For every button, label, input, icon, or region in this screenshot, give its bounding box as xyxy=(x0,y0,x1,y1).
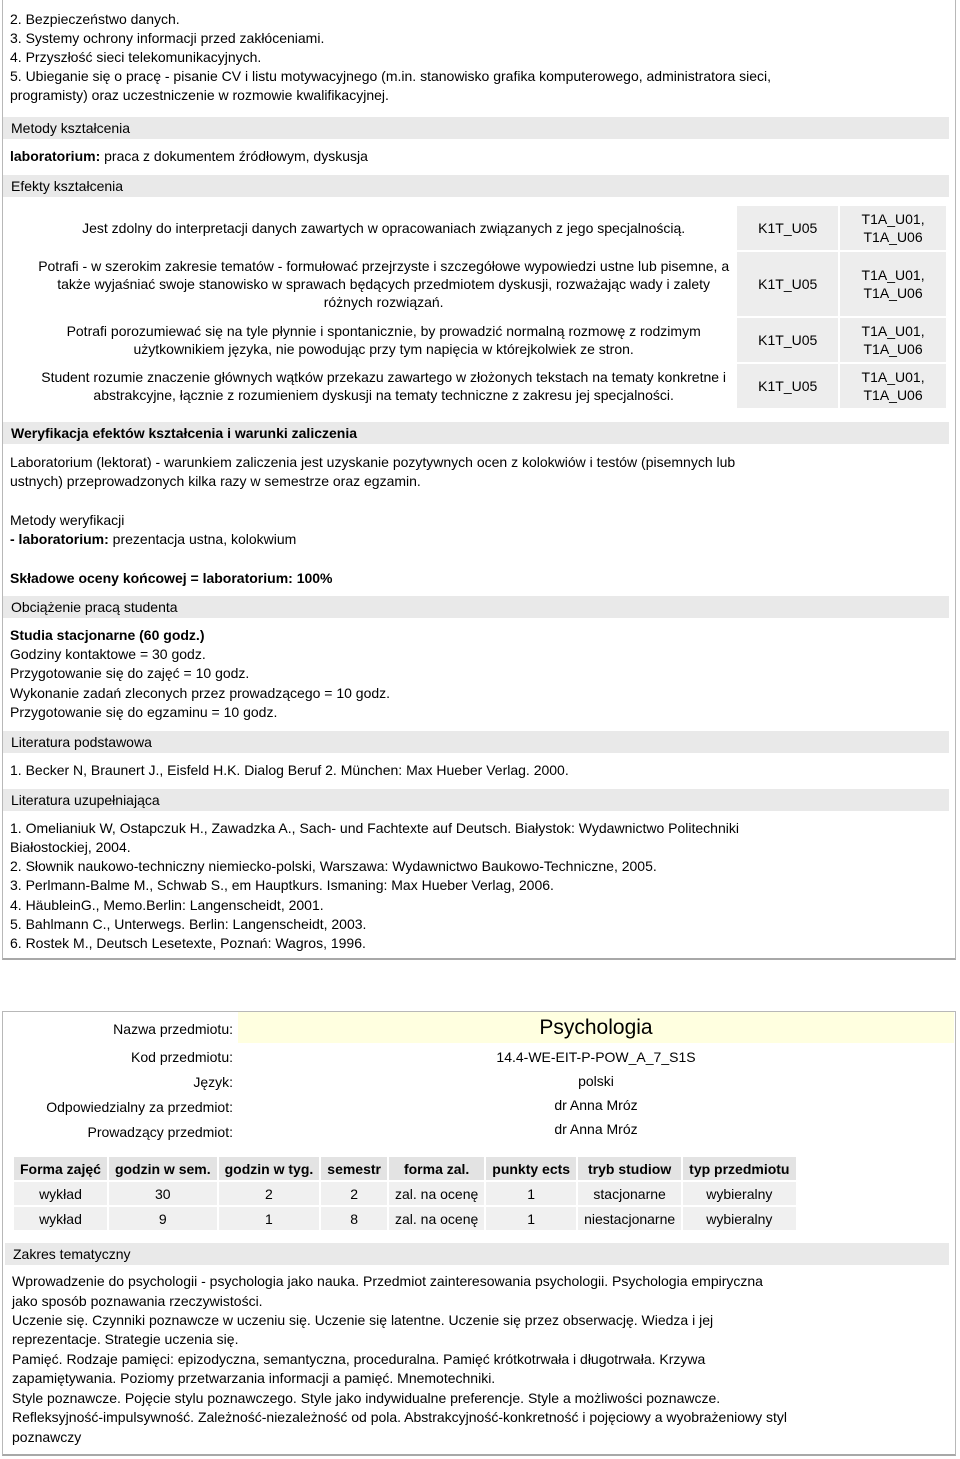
effect-reference: T1A_U01, T1A_U06 xyxy=(840,206,946,250)
table-cell: zal. na ocenę xyxy=(389,1182,484,1205)
table-cell: 2 xyxy=(321,1182,387,1205)
table-cell: 1 xyxy=(486,1207,576,1230)
effect-code: K1T_U05 xyxy=(737,252,838,317)
list-item: 4. Przyszłość sieci telekomunikacyjnych. xyxy=(10,49,262,65)
scope-line: jako sposób poznawania rzeczywistości. xyxy=(12,1293,263,1309)
literature-item: 1. Becker N, Braunert J., Eisfeld H.K. Dialog Beruf 2. München: Max Hueber Verlag. 2000. xyxy=(10,762,569,778)
table-cell: zal. na ocenę xyxy=(389,1207,484,1230)
course-responsible: dr Anna Mróz xyxy=(554,1097,638,1113)
course-responsible-label: Odpowiedzialny za przedmiot: xyxy=(46,1099,233,1115)
section-header-verification: Weryfikacja efektów kształcenia i warunki zaliczenia xyxy=(3,422,949,444)
verification-text: ustnych) przeprowadzonych kilka razy w semestrze oraz egzamin. xyxy=(10,473,421,489)
scope-line: zapamiętywania. Poziomy przetwarzania informacji a pamięć. Mnemotechniki. xyxy=(12,1370,496,1386)
classes-table xyxy=(12,1155,798,1232)
table-cell: 30 xyxy=(109,1182,217,1205)
effect-reference: T1A_U01, T1A_U06 xyxy=(840,318,946,362)
workload-line: Wykonanie zadań zleconych przez prowadzącego = 10 godz. xyxy=(10,685,391,701)
list-item: programisty) oraz uczestniczenie w rozmowie kwalifikacyjnej. xyxy=(10,87,389,103)
effect-description: Student rozumie znaczenie głównych wątków przekazu zawartego w złożonych tekstach na tematy konkretne i abstrakcyjne, łącznie z rozumieniem dyskusji na tematy techniczne z zakresu jej specjalności. xyxy=(32,364,735,408)
table-cell: 2 xyxy=(219,1182,320,1205)
list-item: 5. Ubieganie się o pracę - pisanie CV i listu motywacyjnego (m.in. stanowisko grafika komputerowego, administratora sieci, xyxy=(10,68,772,84)
list-item: 3. Systemy ochrony informacji przed zakłóceniami. xyxy=(10,30,325,46)
workload-title: Studia stacjonarne (60 godz.) xyxy=(10,627,205,643)
column-header: Forma zajęć xyxy=(14,1157,107,1180)
table-cell: stacjonarne xyxy=(578,1182,681,1205)
effects-table xyxy=(30,204,948,410)
effect-description: Potrafi - w szerokim zakresie tematów - formułować przejrzyste i szczegółowe wypowiedzi ustne lub pisemne, a także wyjaśniać swoje stanowisko w sprawach będących przedmiotem dyskusji, rozważając wady i zalety różnych rozwiązań. xyxy=(32,252,735,317)
column-header: tryb studiow xyxy=(578,1157,681,1180)
verification-methods-label: - laboratorium: xyxy=(10,531,109,547)
effect-description: Jest zdolny do interpretacji danych zawartych w opracowaniach związanych z jego specjalnością. xyxy=(32,206,735,250)
effect-description: Potrafi porozumiewać się na tyle płynnie i spontanicznie, by prowadzić normalną rozmowę z rodzimym użytkownikiem języka, nie powodując przy tym napięcia w którejkolwiek ze stron. xyxy=(32,318,735,362)
methods-line xyxy=(10,147,368,165)
verification-text: Laboratorium (lektorat) - warunkiem zaliczenia jest uzyskanie pozytywnych ocen z kolokwiów i testów (pisemnych lub xyxy=(10,454,736,470)
course-code: 14.4-WE-EIT-P-POW_A_7_S1S xyxy=(496,1049,696,1065)
table-row xyxy=(32,252,946,317)
grade-line xyxy=(10,569,333,587)
effect-reference: T1A_U01, T1A_U06 xyxy=(840,252,946,317)
verification-methods-line xyxy=(10,530,296,548)
methods-label: laboratorium: xyxy=(10,148,101,164)
course-teacher-label: Prowadzący przedmiot: xyxy=(87,1124,233,1140)
column-header: godzin w sem. xyxy=(109,1157,217,1180)
course-name: Psychologia xyxy=(238,1012,954,1043)
literature-item: 6. Rostek M., Deutsch Lesetexte, Poznań: Wagros, 1996. xyxy=(10,935,366,951)
column-header: semestr xyxy=(321,1157,387,1180)
section-header-literature-extra: Literatura uzupełniająca xyxy=(3,789,949,811)
course-info-labels xyxy=(46,1014,233,1145)
table-row xyxy=(32,364,946,408)
scope-line: poznawczy xyxy=(12,1429,82,1445)
course-name-label: Nazwa przedmiotu: xyxy=(113,1021,233,1037)
grade-value: laboratorium: 100% xyxy=(202,570,333,586)
literature-item: 2. Słownik naukowo-techniczny niemiecko-polski, Warszawa: Wydawnictwo Baukowo-Techniczne, 2005. xyxy=(10,858,657,874)
table-cell: wybieralny xyxy=(683,1182,795,1205)
column-header: godzin w tyg. xyxy=(219,1157,320,1180)
section-header-methods: Metody kształcenia xyxy=(3,117,949,139)
table-cell: 9 xyxy=(109,1207,217,1230)
table-row xyxy=(32,318,946,362)
effect-reference: T1A_U01, T1A_U06 xyxy=(840,364,946,408)
column-header: punkty ects xyxy=(486,1157,576,1180)
course-teacher: dr Anna Mróz xyxy=(554,1121,638,1137)
literature-item: Białostockiej, 2004. xyxy=(10,839,131,855)
table-cell: wykład xyxy=(14,1182,107,1205)
methods-text: praca z dokumentem źródłowym, dyskusja xyxy=(104,148,368,164)
grade-label: Składowe oceny końcowej = xyxy=(10,570,199,586)
table-row xyxy=(14,1207,796,1230)
course-language-label: Język: xyxy=(193,1074,233,1090)
effect-code: K1T_U05 xyxy=(737,318,838,362)
literature-item: 3. Perlmann-Balme M., Schwab S., em Hauptkurs. Ismaning: Max Hueber Verlag, 2006. xyxy=(10,877,554,893)
table-row xyxy=(14,1182,796,1205)
section-header-scope: Zakres tematyczny xyxy=(5,1243,949,1265)
scope-line: Refleksyjność-impulsywność. Zależność-niezależność od pola. Abstrakcyjność-konkretność i pojęciowy a wyobrażeniowy styl xyxy=(12,1409,787,1425)
table-cell: niestacjonarne xyxy=(578,1207,681,1230)
column-header: typ przedmiotu xyxy=(683,1157,795,1180)
table-cell: 1 xyxy=(486,1182,576,1205)
section-header-effects: Efekty kształcenia xyxy=(3,175,949,197)
literature-item: 4. HäubleinG., Memo.Berlin: Langenscheidt, 2001. xyxy=(10,897,324,913)
scope-line: Pamięć. Rodzaje pamięci: epizodyczna, semantyczna, proceduralna. Pamięć krótkotrwała i długotrwała. Krzywa xyxy=(12,1351,706,1367)
table-row xyxy=(32,206,946,250)
literature-item: 1. Omelianiuk W, Ostapczuk H., Zawadzka A., Sach- und Fachtexte auf Deutsch. Białystok: Wydawnictwo Politechniki xyxy=(10,820,739,836)
section-header-literature-basic: Literatura podstawowa xyxy=(3,731,949,753)
effect-code: K1T_U05 xyxy=(737,364,838,408)
verification-methods-text: prezentacja ustna, kolokwium xyxy=(112,531,297,547)
effect-code: K1T_U05 xyxy=(737,206,838,250)
table-cell: wykład xyxy=(14,1207,107,1230)
scope-line: reprezentacje. Strategie uczenia się. xyxy=(12,1331,239,1347)
scope-line: Uczenie się. Czynniki poznawcze w uczeniu się. Uczenie się latentne. Uczenie się przez obserwację. Wiedza i jej xyxy=(12,1312,714,1328)
workload-line: Przygotowanie się do zajęć = 10 godz. xyxy=(10,665,250,681)
table-cell: wybieralny xyxy=(683,1207,795,1230)
literature-item: 5. Bahlmann C., Unterwegs. Berlin: Langenscheidt, 2003. xyxy=(10,916,367,932)
workload-line: Godziny kontaktowe = 30 godz. xyxy=(10,646,206,662)
table-cell: 8 xyxy=(321,1207,387,1230)
workload-line: Przygotowanie się do egzaminu = 10 godz. xyxy=(10,704,278,720)
verification-methods-title: Metody weryfikacji xyxy=(10,512,125,528)
course-language: polski xyxy=(578,1073,614,1089)
course-code-label: Kod przedmiotu: xyxy=(131,1049,233,1065)
list-item: 2. Bezpieczeństwo danych. xyxy=(10,11,180,27)
scope-line: Wprowadzenie do psychologii - psychologia jako nauka. Przedmiot zainteresowania psychologii. Psychologia empiryczna xyxy=(12,1273,763,1289)
table-header-row xyxy=(14,1157,796,1180)
table-cell: 1 xyxy=(219,1207,320,1230)
scope-line: Style poznawcze. Pojęcie stylu poznawczego. Style jako indywidualne preferencje. Style a możliwości poznawcze. xyxy=(12,1390,721,1406)
section-header-workload: Obciążenie pracą studenta xyxy=(3,596,949,618)
course-info-values xyxy=(238,1012,954,1141)
column-header: forma zal. xyxy=(389,1157,484,1180)
